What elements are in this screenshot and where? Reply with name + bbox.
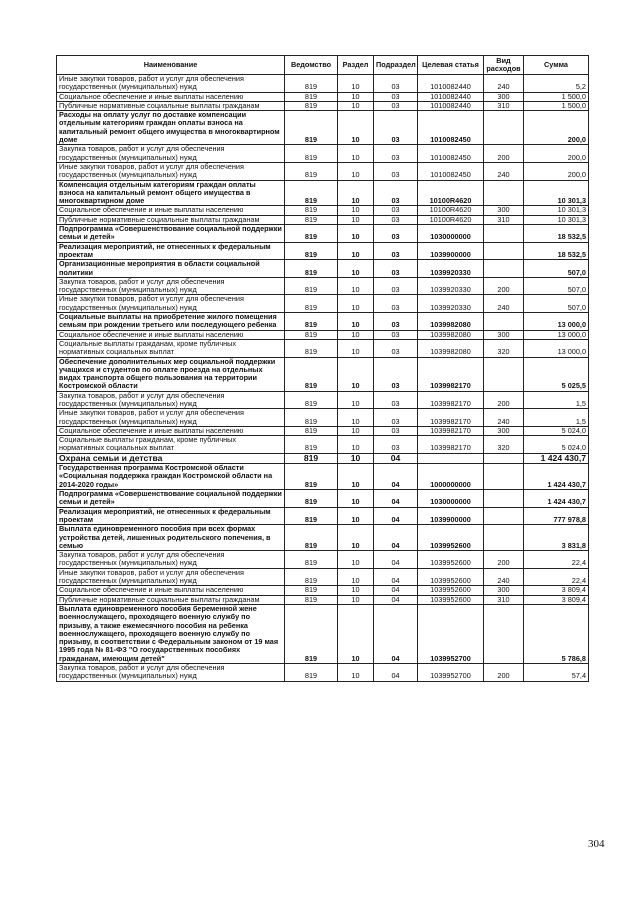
row-summa: 13 000,0 <box>524 339 589 357</box>
table-row <box>57 330 589 339</box>
row-name: Компенсация отдельным категориям граждан оплаты взноса на капитальный ремонт общего имущества в многоквартирном доме <box>57 180 285 206</box>
row-vid <box>484 464 524 490</box>
row-podrazdel: 03 <box>374 145 418 163</box>
row-vid: 240 <box>484 295 524 313</box>
row-razdel: 10 <box>338 453 374 463</box>
row-summa: 200,0 <box>524 111 589 145</box>
row-summa: 3 809,4 <box>524 586 589 595</box>
row-summa: 18 532,5 <box>524 242 589 260</box>
row-name: Организационные мероприятия в области социальной политики <box>57 260 285 278</box>
row-podrazdel: 03 <box>374 295 418 313</box>
row-vid <box>484 490 524 508</box>
row-razdel: 10 <box>338 604 374 663</box>
row-podrazdel: 04 <box>374 464 418 490</box>
row-statya: 1039900000 <box>418 242 484 260</box>
row-podrazdel: 04 <box>374 507 418 525</box>
row-vid <box>484 242 524 260</box>
row-podrazdel: 03 <box>374 409 418 427</box>
row-statya: 1039952600 <box>418 595 484 604</box>
table-row <box>57 75 589 93</box>
header-summa: Сумма <box>524 56 589 75</box>
row-podrazdel: 03 <box>374 260 418 278</box>
row-summa: 5 025,5 <box>524 357 589 391</box>
row-vid <box>484 111 524 145</box>
row-name: Расходы на оплату услуг по доставке компенсации отдельным категориям граждан оплаты взноса на капитальный ремонт общего имущества в многоквартирном доме <box>57 111 285 145</box>
table-row <box>57 391 589 409</box>
table-row <box>57 295 589 313</box>
row-razdel: 10 <box>338 664 374 682</box>
table-row <box>57 586 589 595</box>
row-statya: 1039920330 <box>418 277 484 295</box>
row-vedomstvo: 819 <box>285 586 338 595</box>
row-razdel: 10 <box>338 101 374 110</box>
row-vid: 300 <box>484 92 524 101</box>
row-summa: 3 809,4 <box>524 595 589 604</box>
row-name: Публичные нормативные социальные выплаты гражданам <box>57 215 285 224</box>
row-vedomstvo: 819 <box>285 206 338 215</box>
row-vid <box>484 604 524 663</box>
row-razdel: 10 <box>338 180 374 206</box>
row-summa: 10 301,3 <box>524 180 589 206</box>
row-summa: 22,4 <box>524 551 589 569</box>
row-podrazdel: 04 <box>374 595 418 604</box>
row-vedomstvo: 819 <box>285 604 338 663</box>
row-vedomstvo: 819 <box>285 92 338 101</box>
row-name: Подпрограмма «Совершенствование социальной поддержки семьи и детей» <box>57 225 285 243</box>
row-summa: 1 500,0 <box>524 101 589 110</box>
row-name: Социальное обеспечение и иные выплаты населению <box>57 586 285 595</box>
table-row <box>57 225 589 243</box>
row-vid: 300 <box>484 206 524 215</box>
row-razdel: 10 <box>338 391 374 409</box>
row-razdel: 10 <box>338 357 374 391</box>
row-summa: 57,4 <box>524 664 589 682</box>
table-row <box>57 180 589 206</box>
row-podrazdel: 04 <box>374 551 418 569</box>
row-statya: 1039982080 <box>418 313 484 331</box>
row-vedomstvo: 819 <box>285 525 338 551</box>
row-statya: 1010082440 <box>418 92 484 101</box>
row-summa: 200,0 <box>524 145 589 163</box>
row-name: Социальные выплаты на приобретение жилого помещения семьям при рождении третьего или последующего ребенка <box>57 313 285 331</box>
row-vedomstvo: 819 <box>285 162 338 180</box>
row-summa: 18 532,5 <box>524 225 589 243</box>
row-razdel: 10 <box>338 92 374 101</box>
row-summa: 10 301,3 <box>524 206 589 215</box>
header-razdel: Раздел <box>338 56 374 75</box>
row-razdel: 10 <box>338 111 374 145</box>
row-vid <box>484 507 524 525</box>
row-podrazdel: 03 <box>374 75 418 93</box>
row-statya: 1039952600 <box>418 586 484 595</box>
table-body <box>57 75 589 682</box>
row-vedomstvo: 819 <box>285 101 338 110</box>
row-statya: 1010082450 <box>418 111 484 145</box>
row-podrazdel: 03 <box>374 339 418 357</box>
row-summa: 507,0 <box>524 295 589 313</box>
row-razdel: 10 <box>338 426 374 435</box>
row-vedomstvo: 819 <box>285 357 338 391</box>
row-podrazdel: 03 <box>374 92 418 101</box>
row-summa: 5 786,8 <box>524 604 589 663</box>
row-razdel: 10 <box>338 339 374 357</box>
row-vedomstvo: 819 <box>285 330 338 339</box>
row-podrazdel: 03 <box>374 391 418 409</box>
budget-table <box>56 55 589 682</box>
table-row <box>57 551 589 569</box>
row-vid <box>484 453 524 463</box>
row-vid: 240 <box>484 162 524 180</box>
row-name: Иные закупки товаров, работ и услуг для обеспечения государственных (муниципальных) нужд <box>57 75 285 93</box>
row-statya: 1039982170 <box>418 436 484 454</box>
table-row <box>57 436 589 454</box>
row-podrazdel: 03 <box>374 111 418 145</box>
table-row <box>57 357 589 391</box>
row-vid: 240 <box>484 75 524 93</box>
row-vid: 240 <box>484 568 524 586</box>
row-name: Иные закупки товаров, работ и услуг для обеспечения государственных (муниципальных) нужд <box>57 409 285 427</box>
row-vedomstvo: 819 <box>285 409 338 427</box>
row-vid: 200 <box>484 664 524 682</box>
row-summa: 1 424 430,7 <box>524 490 589 508</box>
row-vedomstvo: 819 <box>285 453 338 463</box>
row-razdel: 10 <box>338 75 374 93</box>
row-podrazdel: 03 <box>374 357 418 391</box>
row-statya: 1010082440 <box>418 101 484 110</box>
table-row <box>57 490 589 508</box>
row-statya: 1039982170 <box>418 426 484 435</box>
table-row <box>57 568 589 586</box>
row-statya: 10100R4620 <box>418 215 484 224</box>
row-vedomstvo: 819 <box>285 490 338 508</box>
row-statya: 1039920330 <box>418 260 484 278</box>
header-name: Наименование <box>57 56 285 75</box>
row-razdel: 10 <box>338 145 374 163</box>
table-row <box>57 206 589 215</box>
row-vid: 240 <box>484 409 524 427</box>
row-statya: 1039952700 <box>418 604 484 663</box>
row-razdel: 10 <box>338 242 374 260</box>
row-vedomstvo: 819 <box>285 260 338 278</box>
budget-table-container <box>56 55 588 682</box>
row-podrazdel: 03 <box>374 215 418 224</box>
row-podrazdel: 04 <box>374 490 418 508</box>
table-row <box>57 92 589 101</box>
row-statya: 1039952600 <box>418 568 484 586</box>
row-statya: 1039982170 <box>418 409 484 427</box>
row-vedomstvo: 819 <box>285 180 338 206</box>
row-podrazdel: 03 <box>374 330 418 339</box>
row-summa: 1 424 430,7 <box>524 453 589 463</box>
row-razdel: 10 <box>338 409 374 427</box>
row-vid: 320 <box>484 339 524 357</box>
table-row <box>57 145 589 163</box>
row-vid: 310 <box>484 215 524 224</box>
row-vid: 300 <box>484 426 524 435</box>
row-podrazdel: 03 <box>374 101 418 110</box>
row-statya: 1039900000 <box>418 507 484 525</box>
table-row <box>57 604 589 663</box>
row-name: Государственная программа Костромской области «Социальная поддержка граждан Костромской области на 2014-2020 годы» <box>57 464 285 490</box>
table-header-row <box>57 56 589 75</box>
row-vedomstvo: 819 <box>285 464 338 490</box>
row-name: Социальное обеспечение и иные выплаты населению <box>57 330 285 339</box>
row-razdel: 10 <box>338 277 374 295</box>
row-summa: 200,0 <box>524 162 589 180</box>
table-row <box>57 464 589 490</box>
row-podrazdel: 04 <box>374 453 418 463</box>
row-razdel: 10 <box>338 330 374 339</box>
row-statya: 1039952600 <box>418 525 484 551</box>
header-vedomstvo: Ведомство <box>285 56 338 75</box>
row-summa: 13 000,0 <box>524 330 589 339</box>
row-name: Реализация мероприятий, не отнесенных к федеральным проектам <box>57 242 285 260</box>
row-name: Реализация мероприятий, не отнесенных к федеральным проектам <box>57 507 285 525</box>
table-row <box>57 525 589 551</box>
row-summa: 1 500,0 <box>524 92 589 101</box>
row-podrazdel: 03 <box>374 436 418 454</box>
row-name: Иные закупки товаров, работ и услуг для обеспечения государственных (муниципальных) нужд <box>57 295 285 313</box>
page-number: 304 <box>588 838 605 850</box>
table-row <box>57 507 589 525</box>
row-vedomstvo: 819 <box>285 664 338 682</box>
row-summa: 5 024,0 <box>524 436 589 454</box>
row-vedomstvo: 819 <box>285 277 338 295</box>
row-summa: 1,5 <box>524 409 589 427</box>
row-vedomstvo: 819 <box>285 215 338 224</box>
row-statya: 10100R4620 <box>418 180 484 206</box>
table-row <box>57 162 589 180</box>
row-statya: 1030000000 <box>418 225 484 243</box>
row-vid <box>484 525 524 551</box>
row-vedomstvo: 819 <box>285 426 338 435</box>
row-razdel: 10 <box>338 162 374 180</box>
row-razdel: 10 <box>338 436 374 454</box>
row-razdel: 10 <box>338 551 374 569</box>
table-row <box>57 409 589 427</box>
row-statya: 1039982170 <box>418 391 484 409</box>
row-summa: 3 831,8 <box>524 525 589 551</box>
row-name: Подпрограмма «Совершенствование социальной поддержки семьи и детей» <box>57 490 285 508</box>
row-summa: 1 424 430,7 <box>524 464 589 490</box>
row-podrazdel: 04 <box>374 525 418 551</box>
row-statya: 1010082440 <box>418 75 484 93</box>
row-vedomstvo: 819 <box>285 242 338 260</box>
row-statya <box>418 453 484 463</box>
row-vid <box>484 313 524 331</box>
row-name: Обеспечение дополнительных мер социальной поддержки учащихся и студентов по оплате проезда на отдельных видах транспорта общего пользования на территории Костромской области <box>57 357 285 391</box>
row-razdel: 10 <box>338 313 374 331</box>
row-podrazdel: 04 <box>374 664 418 682</box>
row-statya: 1039982080 <box>418 330 484 339</box>
row-vedomstvo: 819 <box>285 313 338 331</box>
row-name: Выплата единовременного пособия при всех формах устройства детей, лишенных родительского попечения, в семью <box>57 525 285 551</box>
row-razdel: 10 <box>338 215 374 224</box>
row-name: Иные закупки товаров, работ и услуг для обеспечения государственных (муниципальных) нужд <box>57 162 285 180</box>
row-statya: 1000000000 <box>418 464 484 490</box>
table-row <box>57 242 589 260</box>
row-podrazdel: 03 <box>374 162 418 180</box>
row-vedomstvo: 819 <box>285 75 338 93</box>
row-summa: 507,0 <box>524 277 589 295</box>
row-vedomstvo: 819 <box>285 436 338 454</box>
row-podrazdel: 04 <box>374 586 418 595</box>
row-razdel: 10 <box>338 260 374 278</box>
row-vedomstvo: 819 <box>285 339 338 357</box>
row-name: Публичные нормативные социальные выплаты гражданам <box>57 101 285 110</box>
row-statya: 1039920330 <box>418 295 484 313</box>
row-summa: 507,0 <box>524 260 589 278</box>
row-summa: 22,4 <box>524 568 589 586</box>
row-vedomstvo: 819 <box>285 295 338 313</box>
row-summa: 1,5 <box>524 391 589 409</box>
row-vedomstvo: 819 <box>285 145 338 163</box>
row-summa: 10 301,3 <box>524 215 589 224</box>
row-vedomstvo: 819 <box>285 595 338 604</box>
row-razdel: 10 <box>338 464 374 490</box>
row-name: Охрана семьи и детства <box>57 453 285 463</box>
row-razdel: 10 <box>338 568 374 586</box>
row-statya: 1010082450 <box>418 162 484 180</box>
row-vid: 200 <box>484 277 524 295</box>
row-name: Закупка товаров, работ и услуг для обеспечения государственных (муниципальных) нужд <box>57 664 285 682</box>
row-razdel: 10 <box>338 225 374 243</box>
table-row <box>57 664 589 682</box>
row-vedomstvo: 819 <box>285 568 338 586</box>
header-vid: Вид расходов <box>484 56 524 75</box>
row-summa: 777 978,8 <box>524 507 589 525</box>
row-statya: 1039982080 <box>418 339 484 357</box>
row-statya: 10100R4620 <box>418 206 484 215</box>
row-vedomstvo: 819 <box>285 507 338 525</box>
row-name: Выплата единовременного пособия беременной жене военнослужащего, проходящего военную службу по призыву, а также ежемесячного пособия на ребенка военнослужащего, проходящего военную службу по призыву, в соответствии с Федеральным законом от 19 мая 1995 года № 81-ФЗ "О государственных пособиях гражданам, имеющим детей" <box>57 604 285 663</box>
row-vid: 200 <box>484 391 524 409</box>
row-vid: 200 <box>484 551 524 569</box>
row-statya: 1030000000 <box>418 490 484 508</box>
row-vid: 300 <box>484 586 524 595</box>
row-summa: 5 024,0 <box>524 426 589 435</box>
row-vid: 310 <box>484 101 524 110</box>
row-name: Социальное обеспечение и иные выплаты населению <box>57 92 285 101</box>
row-podrazdel: 03 <box>374 206 418 215</box>
row-statya: 1039952700 <box>418 664 484 682</box>
row-statya: 1010082450 <box>418 145 484 163</box>
row-statya: 1039982170 <box>418 357 484 391</box>
row-vid: 310 <box>484 595 524 604</box>
row-vid: 200 <box>484 145 524 163</box>
table-row <box>57 260 589 278</box>
row-vid: 300 <box>484 330 524 339</box>
row-vid <box>484 260 524 278</box>
row-name: Социальные выплаты гражданам, кроме публичных нормативных социальных выплат <box>57 436 285 454</box>
row-name: Закупка товаров, работ и услуг для обеспечения государственных (муниципальных) нужд <box>57 145 285 163</box>
header-podrazdel: Подраздел <box>374 56 418 75</box>
row-razdel: 10 <box>338 507 374 525</box>
row-podrazdel: 04 <box>374 604 418 663</box>
row-name: Социальное обеспечение и иные выплаты населению <box>57 206 285 215</box>
row-podrazdel: 03 <box>374 426 418 435</box>
row-vedomstvo: 819 <box>285 391 338 409</box>
header-statya: Целевая статья <box>418 56 484 75</box>
row-name: Социальное обеспечение и иные выплаты населению <box>57 426 285 435</box>
row-vid <box>484 357 524 391</box>
table-row <box>57 277 589 295</box>
table-row <box>57 111 589 145</box>
row-name: Социальные выплаты гражданам, кроме публичных нормативных социальных выплат <box>57 339 285 357</box>
row-name: Публичные нормативные социальные выплаты гражданам <box>57 595 285 604</box>
row-podrazdel: 03 <box>374 313 418 331</box>
table-row <box>57 339 589 357</box>
row-razdel: 10 <box>338 295 374 313</box>
row-vid <box>484 225 524 243</box>
row-summa: 13 000,0 <box>524 313 589 331</box>
row-podrazdel: 04 <box>374 568 418 586</box>
row-podrazdel: 03 <box>374 242 418 260</box>
row-name: Закупка товаров, работ и услуг для обеспечения государственных (муниципальных) нужд <box>57 277 285 295</box>
row-razdel: 10 <box>338 490 374 508</box>
row-name: Иные закупки товаров, работ и услуг для обеспечения государственных (муниципальных) нужд <box>57 568 285 586</box>
row-vid: 320 <box>484 436 524 454</box>
row-name: Закупка товаров, работ и услуг для обеспечения государственных (муниципальных) нужд <box>57 551 285 569</box>
row-podrazdel: 03 <box>374 277 418 295</box>
row-razdel: 10 <box>338 525 374 551</box>
row-razdel: 10 <box>338 586 374 595</box>
row-vedomstvo: 819 <box>285 111 338 145</box>
row-razdel: 10 <box>338 595 374 604</box>
row-vid <box>484 180 524 206</box>
row-name: Закупка товаров, работ и услуг для обеспечения государственных (муниципальных) нужд <box>57 391 285 409</box>
row-summa: 5,2 <box>524 75 589 93</box>
row-podrazdel: 03 <box>374 180 418 206</box>
table-row <box>57 453 589 463</box>
row-vedomstvo: 819 <box>285 551 338 569</box>
row-podrazdel: 03 <box>374 225 418 243</box>
row-statya: 1039952600 <box>418 551 484 569</box>
row-razdel: 10 <box>338 206 374 215</box>
table-row <box>57 313 589 331</box>
row-vedomstvo: 819 <box>285 225 338 243</box>
